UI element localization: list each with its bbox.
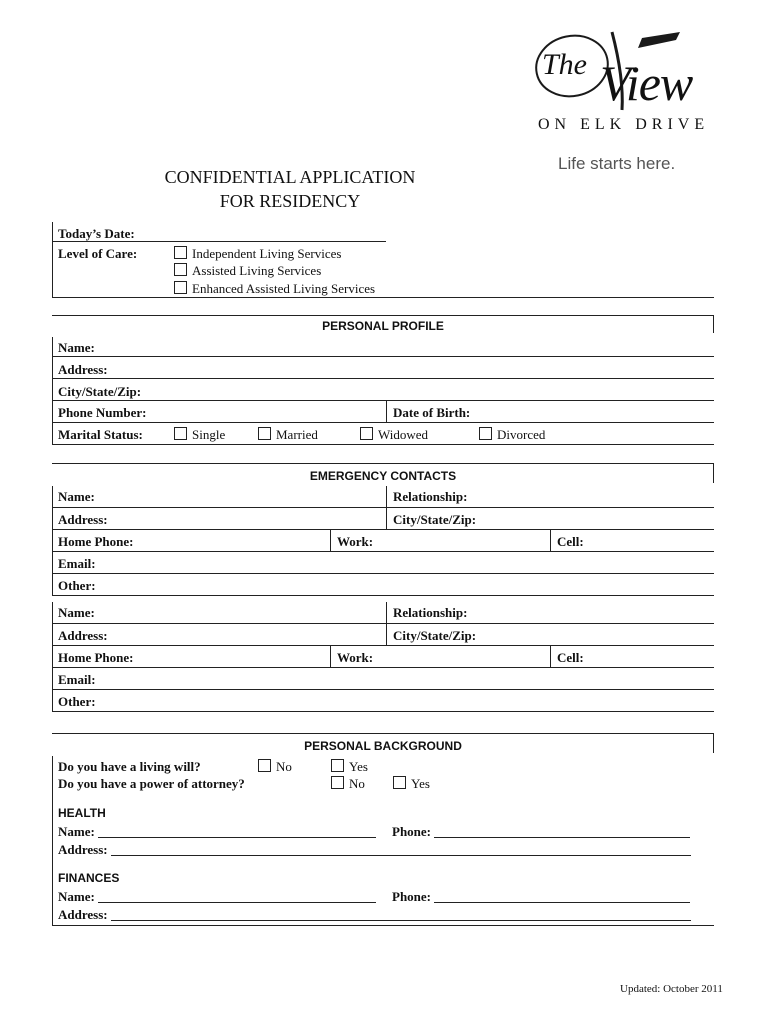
pp-phone-label: Phone Number:	[58, 405, 147, 420]
checkbox[interactable]	[174, 427, 187, 440]
finances-name-field[interactable]	[98, 890, 376, 903]
poa-yes[interactable]: Yes	[393, 776, 430, 792]
pp-city-label: City/State/Zip:	[58, 384, 142, 399]
marital-divorced[interactable]: Divorced	[479, 427, 545, 443]
ec2-work-label: Work:	[337, 650, 374, 665]
checkbox[interactable]	[360, 427, 373, 440]
pp-marital-label: Marital Status:	[58, 427, 143, 442]
health-heading: HEALTH	[58, 806, 106, 820]
ec1-address-label: Address:	[58, 512, 108, 527]
finances-address-field[interactable]	[111, 908, 691, 921]
finances-phone-field[interactable]	[434, 890, 690, 903]
finances-phone-row: Phone:	[392, 889, 690, 905]
marital-widowed[interactable]: Widowed	[360, 427, 428, 443]
ec1-email-label: Email:	[58, 556, 96, 571]
logo	[530, 18, 730, 178]
ec2-email-label: Email:	[58, 672, 96, 687]
ec1-cell-label: Cell:	[557, 534, 584, 549]
pp-dob-label: Date of Birth:	[393, 405, 471, 420]
health-address-field[interactable]	[111, 843, 691, 856]
pp-name-label: Name:	[58, 340, 95, 355]
marital-single[interactable]: Single	[174, 427, 225, 443]
health-name-row: Name:	[58, 824, 376, 840]
ec1-relationship-label: Relationship:	[393, 489, 468, 504]
updated-date: Updated: October 2011	[620, 983, 723, 995]
health-phone-field[interactable]	[434, 825, 690, 838]
living-will-no[interactable]: No	[258, 759, 292, 775]
living-will-label: Do you have a living will?	[58, 759, 201, 774]
health-phone-row: Phone:	[392, 824, 690, 840]
checkbox[interactable]	[174, 263, 187, 276]
poa-label: Do you have a power of attorney?	[58, 776, 245, 791]
ec1-name-label: Name:	[58, 489, 95, 504]
checkbox[interactable]	[174, 281, 187, 294]
logo-the: The	[542, 48, 587, 81]
finances-heading: FINANCES	[58, 871, 120, 885]
personal-background-heading: PERSONAL BACKGROUND	[304, 739, 462, 753]
ec2-address-label: Address:	[58, 628, 108, 643]
checkbox[interactable]	[174, 246, 187, 259]
emergency-contacts-heading: EMERGENCY CONTACTS	[309, 469, 457, 483]
personal-profile-heading: PERSONAL PROFILE	[322, 319, 444, 333]
ec2-home-phone-label: Home Phone:	[58, 650, 134, 665]
logo-view: View	[600, 55, 693, 111]
health-address-row: Address:	[58, 842, 691, 858]
poa-no[interactable]: No	[331, 776, 365, 792]
logo-subtitle: ON ELK DRIVE	[538, 116, 710, 133]
ec2-relationship-label: Relationship:	[393, 605, 468, 620]
logo-tagline: Life starts here.	[558, 154, 676, 173]
marital-married[interactable]: Married	[258, 427, 318, 443]
health-name-field[interactable]	[98, 825, 376, 838]
checkbox[interactable]	[331, 776, 344, 789]
ec2-city-label: City/State/Zip:	[393, 628, 477, 643]
checkbox[interactable]	[331, 759, 344, 772]
finances-name-row: Name:	[58, 889, 376, 905]
care-option-independent[interactable]: Independent Living Services	[174, 246, 341, 262]
ec2-other-label: Other:	[58, 694, 96, 709]
checkbox[interactable]	[393, 776, 406, 789]
title-line-2: FOR RESIDENCY	[219, 191, 361, 211]
care-option-enhanced[interactable]: Enhanced Assisted Living Services	[174, 281, 375, 297]
page-title	[100, 165, 480, 213]
care-option-assisted[interactable]: Assisted Living Services	[174, 263, 321, 279]
pp-address-label: Address:	[58, 362, 108, 377]
ec2-name-label: Name:	[58, 605, 95, 620]
finances-address-row: Address:	[58, 907, 691, 923]
level-of-care-label: Level of Care:	[58, 246, 138, 261]
checkbox[interactable]	[479, 427, 492, 440]
ec1-home-phone-label: Home Phone:	[58, 534, 134, 549]
living-will-yes[interactable]: Yes	[331, 759, 368, 775]
todays-date-label: Today’s Date:	[58, 226, 135, 241]
ec1-work-label: Work:	[337, 534, 374, 549]
ec1-city-label: City/State/Zip:	[393, 512, 477, 527]
ec1-other-label: Other:	[58, 578, 96, 593]
checkbox[interactable]	[258, 759, 271, 772]
title-line-1: CONFIDENTIAL APPLICATION	[164, 167, 416, 187]
checkbox[interactable]	[258, 427, 271, 440]
ec2-cell-label: Cell:	[557, 650, 584, 665]
